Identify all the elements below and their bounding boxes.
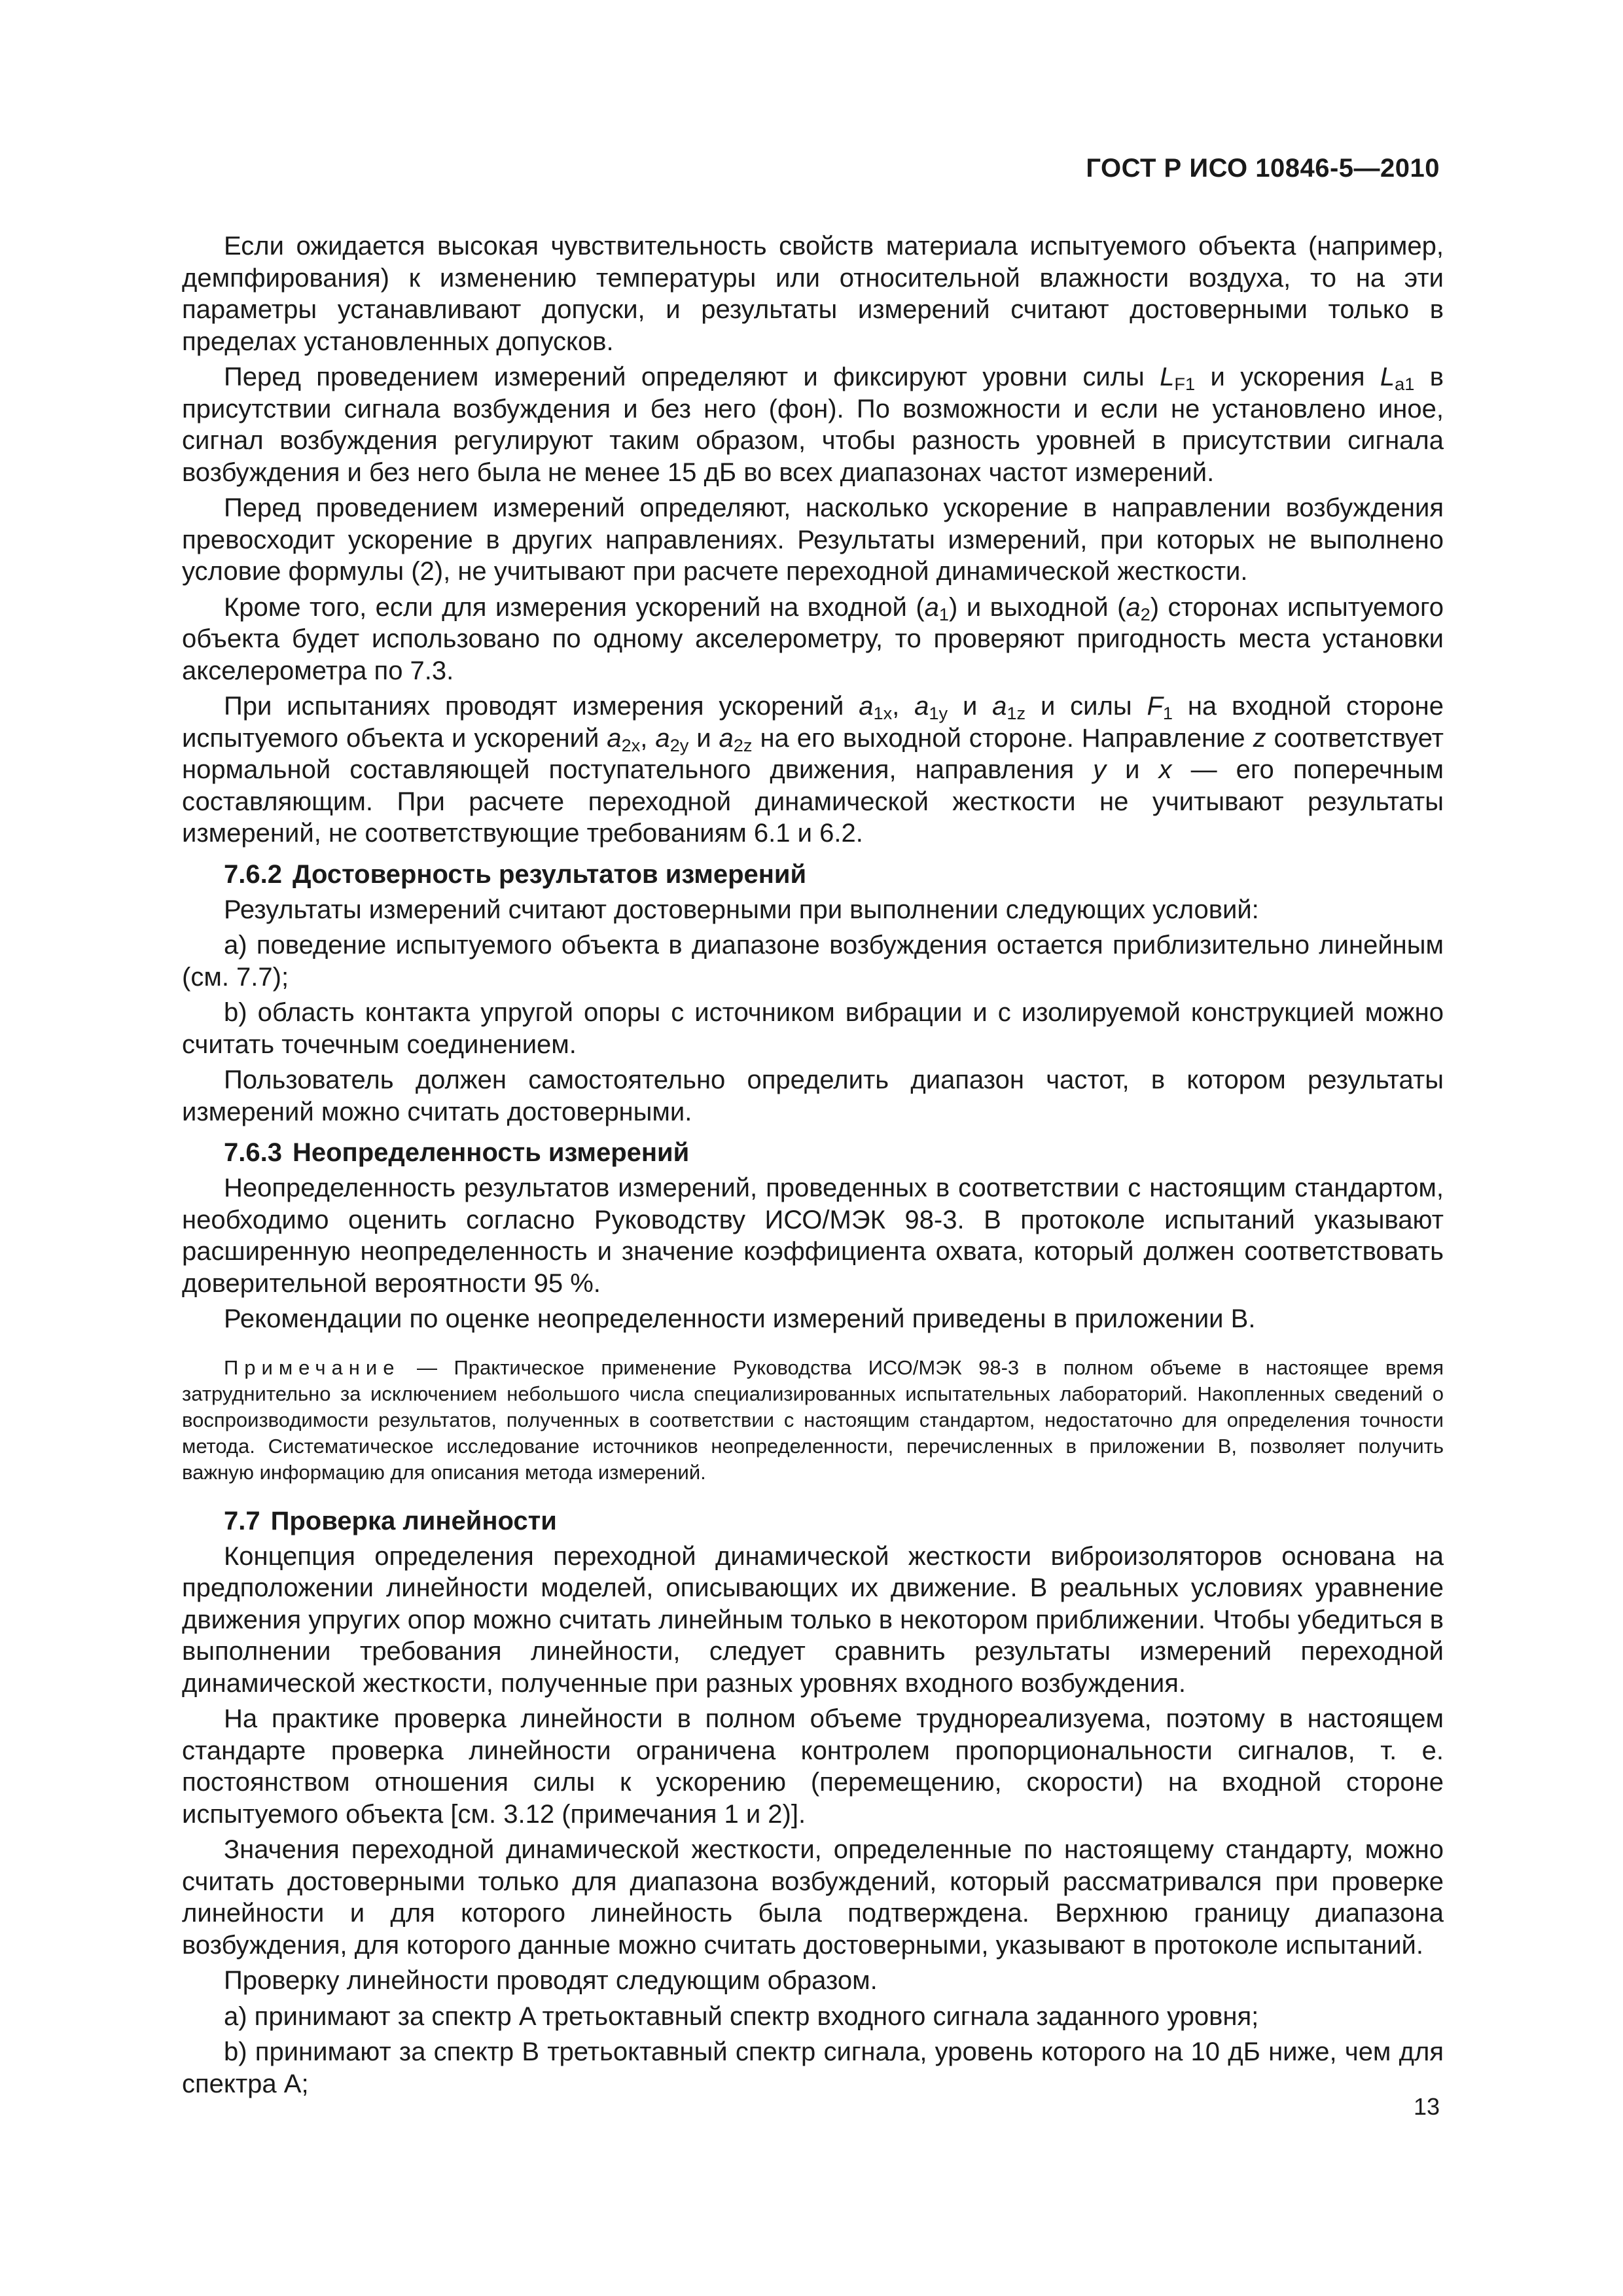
paragraph: Пользователь должен самостоятельно определить диапазон частот, в котором результаты измерений можно считать достоверными. [182,1066,1444,1126]
section-heading-7-6-3: 7.6.3 Неопределенность измерений [224,1138,690,1167]
paragraph: Неопределенность результатов измерений, проведенных в соответствии с настоящим стандартом, необходимо оценить согласно Руководству ИСО/МЭК 98-3. В протоколе испытаний указывают расширенную неопределенность и значение коэффициента охвата, который должен соответствовать доверительной вероятности 95 %. [182,1174,1444,1298]
section-heading-7-6-2: 7.6.2 Достоверность результатов измерений [224,859,807,889]
paragraph: Значения переходной динамической жесткости, определенные по настоящему стандарту, можно считать достоверными только для диапазона возбуждений, который рассматривался при проверке линейности и для которого линейность была подтверждена. Верхнюю границу диапазона возбуждения, для которого данные можно считать достоверными, указывают в протоколе испытаний. [182,1835,1444,1960]
list-item: b) область контакта упругой опоры с источником вибрации и с изолируемой конструкцией можно считать точечным соединением. [182,998,1444,1059]
paragraph: Кроме того, если для измерения ускорений на входной $(a_1)$ и выходной $(a_2)$ сторонах испытуемого объекта будет использовано по одному акселерометру, то проверяют пригодность места установки акселерометра по 7.3. [182,592,1444,685]
list-item: b) принимают за спектр B третьоктавный спектр сигнала, уровень которого на 10 дБ ниже, чем для спектра A; [182,2037,1444,2098]
paragraph: Если ожидается высокая чувствительность свойств материала испытуемого объекта (например, демпфирования) к изменению температуры или относительной влажности воздуха, то на эти параметры устанавливают допуски, и результаты измерений считают достоверными только в пределах установленных допусков. [182,232,1444,356]
paragraph: Проверку линейности проводят следующим образом. [224,1966,878,1995]
document-body [182,230,1444,2104]
paragraph: Перед проведением измерений определяют и фиксируют уровни силы $L_{F1}$ и ускорения $L_{a1}$ в присутствии сигнала возбуждения и без него (фон). По возможности и если не установлено иное, сигнал возбуждения регулируют таким образом, чтобы разность уровней в присутствии сигнала возбуждения и без него была не менее 15 дБ во всех диапазонах частот измерений. [182,363,1444,487]
document-header: ГОСТ Р ИСО 10846-5—2010 [1086,154,1440,183]
paragraph: Концепция определения переходной динамической жесткости виброизоляторов основана на предположении линейности моделей, описывающих их движение. В реальных условиях уравнение движения упругих опор можно считать линейным только в некотором приближении. Чтобы убедиться в выполнении требования линейности, следует сравнить результаты измерений переходной динамической жесткости, полученные при разных уровнях входного возбуждения. [182,1541,1444,1698]
section-heading-7-7: 7.7 Проверка линейности [224,1506,557,1535]
paragraph: Результаты измерений считают достоверными при выполнении следующих условий: [224,895,1259,924]
note-text: — Практическое применение Руководства ИСО/МЭК 98-3 в полном объеме в настоящее время затруднительно за исключением небольшого числа специализированных испытательных лабораторий. Накопленных сведений о воспроизводимости результатов, полученных в соответствии с настоящим стандартом, недостаточно для определения точности метода. Систематическое исследование источников неопределенности, перечисленных в приложении B, позволяет получить важную информацию для описания метода измерений. [182,1355,1444,1484]
paragraph: На практике проверка линейности в полном объеме труднореализуема, поэтому в настоящем стандарте проверка линейности ограничена контролем пропорциональности сигналов, т. е. постоянством отношения силы к ускорению (перемещению, скорости) на входной стороне испытуемого объекта [см. 3.12 (примечания 1 и 2)]. [182,1704,1444,1829]
paragraph: Перед проведением измерений определяют, насколько ускорение в направлении возбуждения превосходит ускорение в других направлениях. Результаты измерений, при которых не выполнено условие формулы (2), не учитывают при расчете переходной динамической жесткости. [182,493,1444,586]
note [182,1355,1444,1486]
paragraph: Рекомендации по оценке неопределенности измерений приведены в приложении B. [224,1304,1256,1333]
page-number: 13 [1413,2093,1440,2120]
list-item: a) принимают за спектр A третьоктавный спектр входного сигнала заданного уровня; [224,2001,1259,2031]
list-item: a) поведение испытуемого объекта в диапазоне возбуждения остается приблизительно линейным (см. 7.7); [182,931,1444,992]
note-label: Примечание [224,1355,401,1379]
paragraph: При испытаниях проводят измерения ускорений $a_{1x}$, $a_{1y}$ и $a_{1z}$ и силы $F_1$ на входной стороне испытуемого объекта и ускорений $a_{2x}$, $a_{2y}$ и $a_{2z}$ на его выходной стороне. Направление z соответствует нормальной составляющей поступательного движения, направления y и x — его поперечным составляющим. При расчете переходной динамической жесткости не учитывают результаты измерений, не соответствующие требованиям 6.1 и 6.2. [182,692,1444,848]
